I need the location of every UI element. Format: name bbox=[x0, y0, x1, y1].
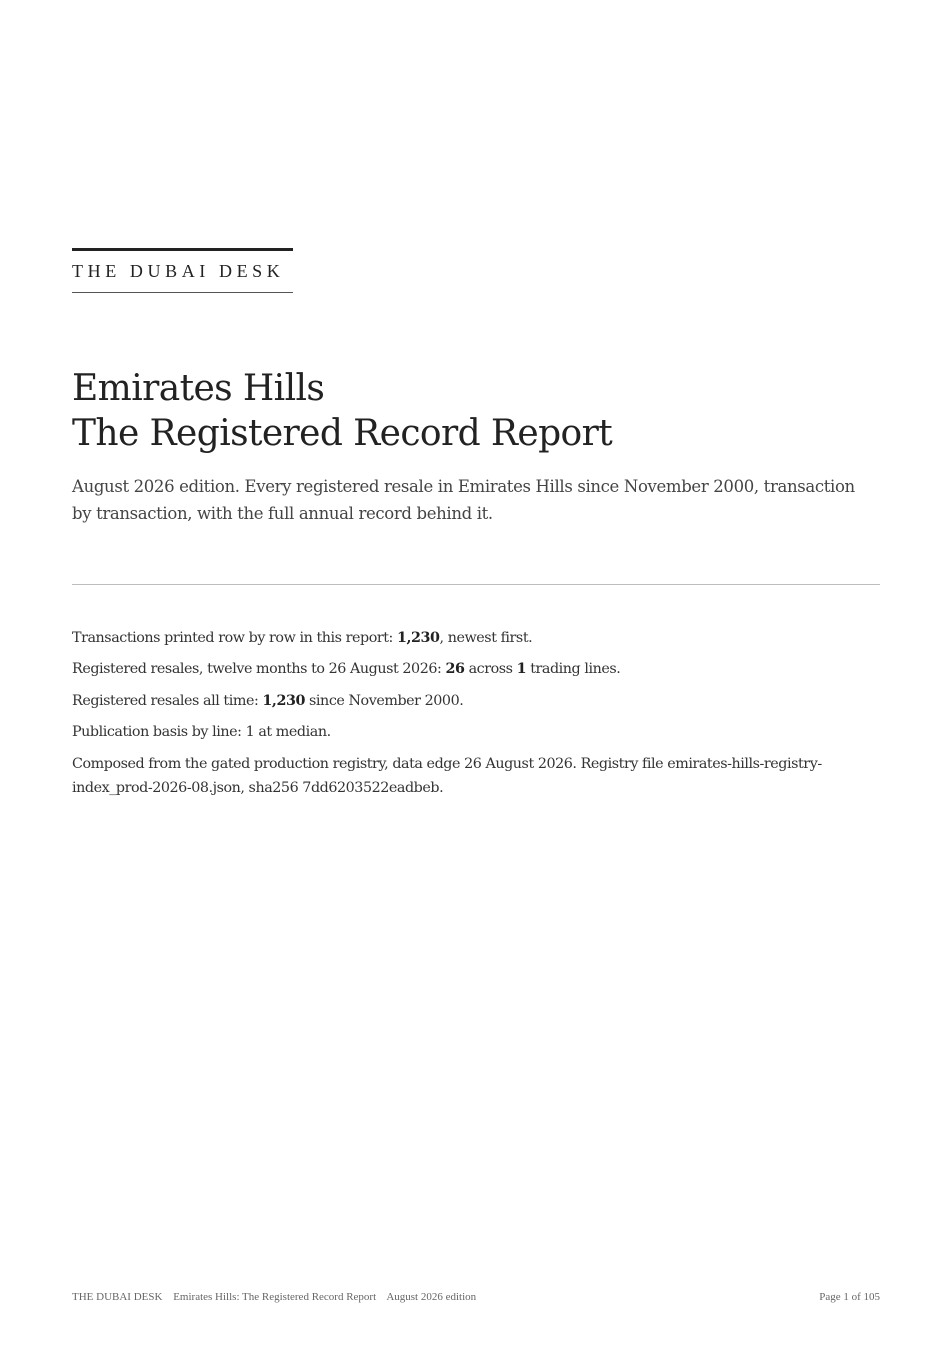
fact-source-note: Composed from the gated production registry, data edge 26 August 2026. Registry file emirates-hills-registry-index_prod-2026-08.json, sha256 7dd6203522eadbeb. bbox=[72, 756, 822, 796]
fact-transactions-printed bbox=[72, 626, 532, 650]
fact-twelve-month-resales bbox=[72, 657, 620, 681]
fact-all-time-value: 1,230 bbox=[262, 693, 305, 709]
masthead-title: THE DUBAI DESK bbox=[72, 261, 285, 281]
footer-report-name: Emirates Hills: The Registered Record Report bbox=[173, 1291, 377, 1303]
masthead bbox=[72, 248, 293, 293]
report-title bbox=[72, 366, 612, 456]
fact-transactions-printed-value: 1,230 bbox=[397, 630, 440, 646]
fact-publication-basis: Publication basis by line: 1 at median. bbox=[72, 724, 331, 740]
fact-all-time-prefix: Registered resales all time: bbox=[72, 693, 263, 709]
fact-transactions-printed-suffix: , newest first. bbox=[439, 630, 533, 646]
fact-all-time-suffix: since November 2000. bbox=[304, 693, 464, 709]
fact-twelve-month-suffix: trading lines. bbox=[526, 661, 621, 677]
report-title-line-2: The Registered Record Report bbox=[72, 413, 613, 454]
report-subtitle: August 2026 edition. Every registered resale in Emirates Hills since November 2000, transaction by transaction, with the full annual record behind it. bbox=[72, 477, 855, 523]
page-number: Page 1 of 105 bbox=[819, 1291, 880, 1303]
fact-twelve-month-value: 26 bbox=[445, 661, 465, 677]
fact-twelve-month-middle: across bbox=[464, 661, 517, 677]
fact-trading-lines-value: 1 bbox=[516, 661, 527, 677]
footer-edition: August 2026 edition bbox=[386, 1291, 477, 1303]
fact-transactions-printed-prefix: Transactions printed row by row in this report: bbox=[72, 630, 398, 646]
report-title-line-1: Emirates Hills bbox=[72, 368, 325, 409]
section-divider bbox=[72, 584, 880, 585]
footer-brand: THE DUBAI DESK bbox=[72, 1291, 163, 1303]
fact-twelve-month-prefix: Registered resales, twelve months to 26 August 2026: bbox=[72, 661, 446, 677]
fact-all-time-resales bbox=[72, 689, 463, 713]
footer-meta bbox=[72, 1291, 484, 1303]
